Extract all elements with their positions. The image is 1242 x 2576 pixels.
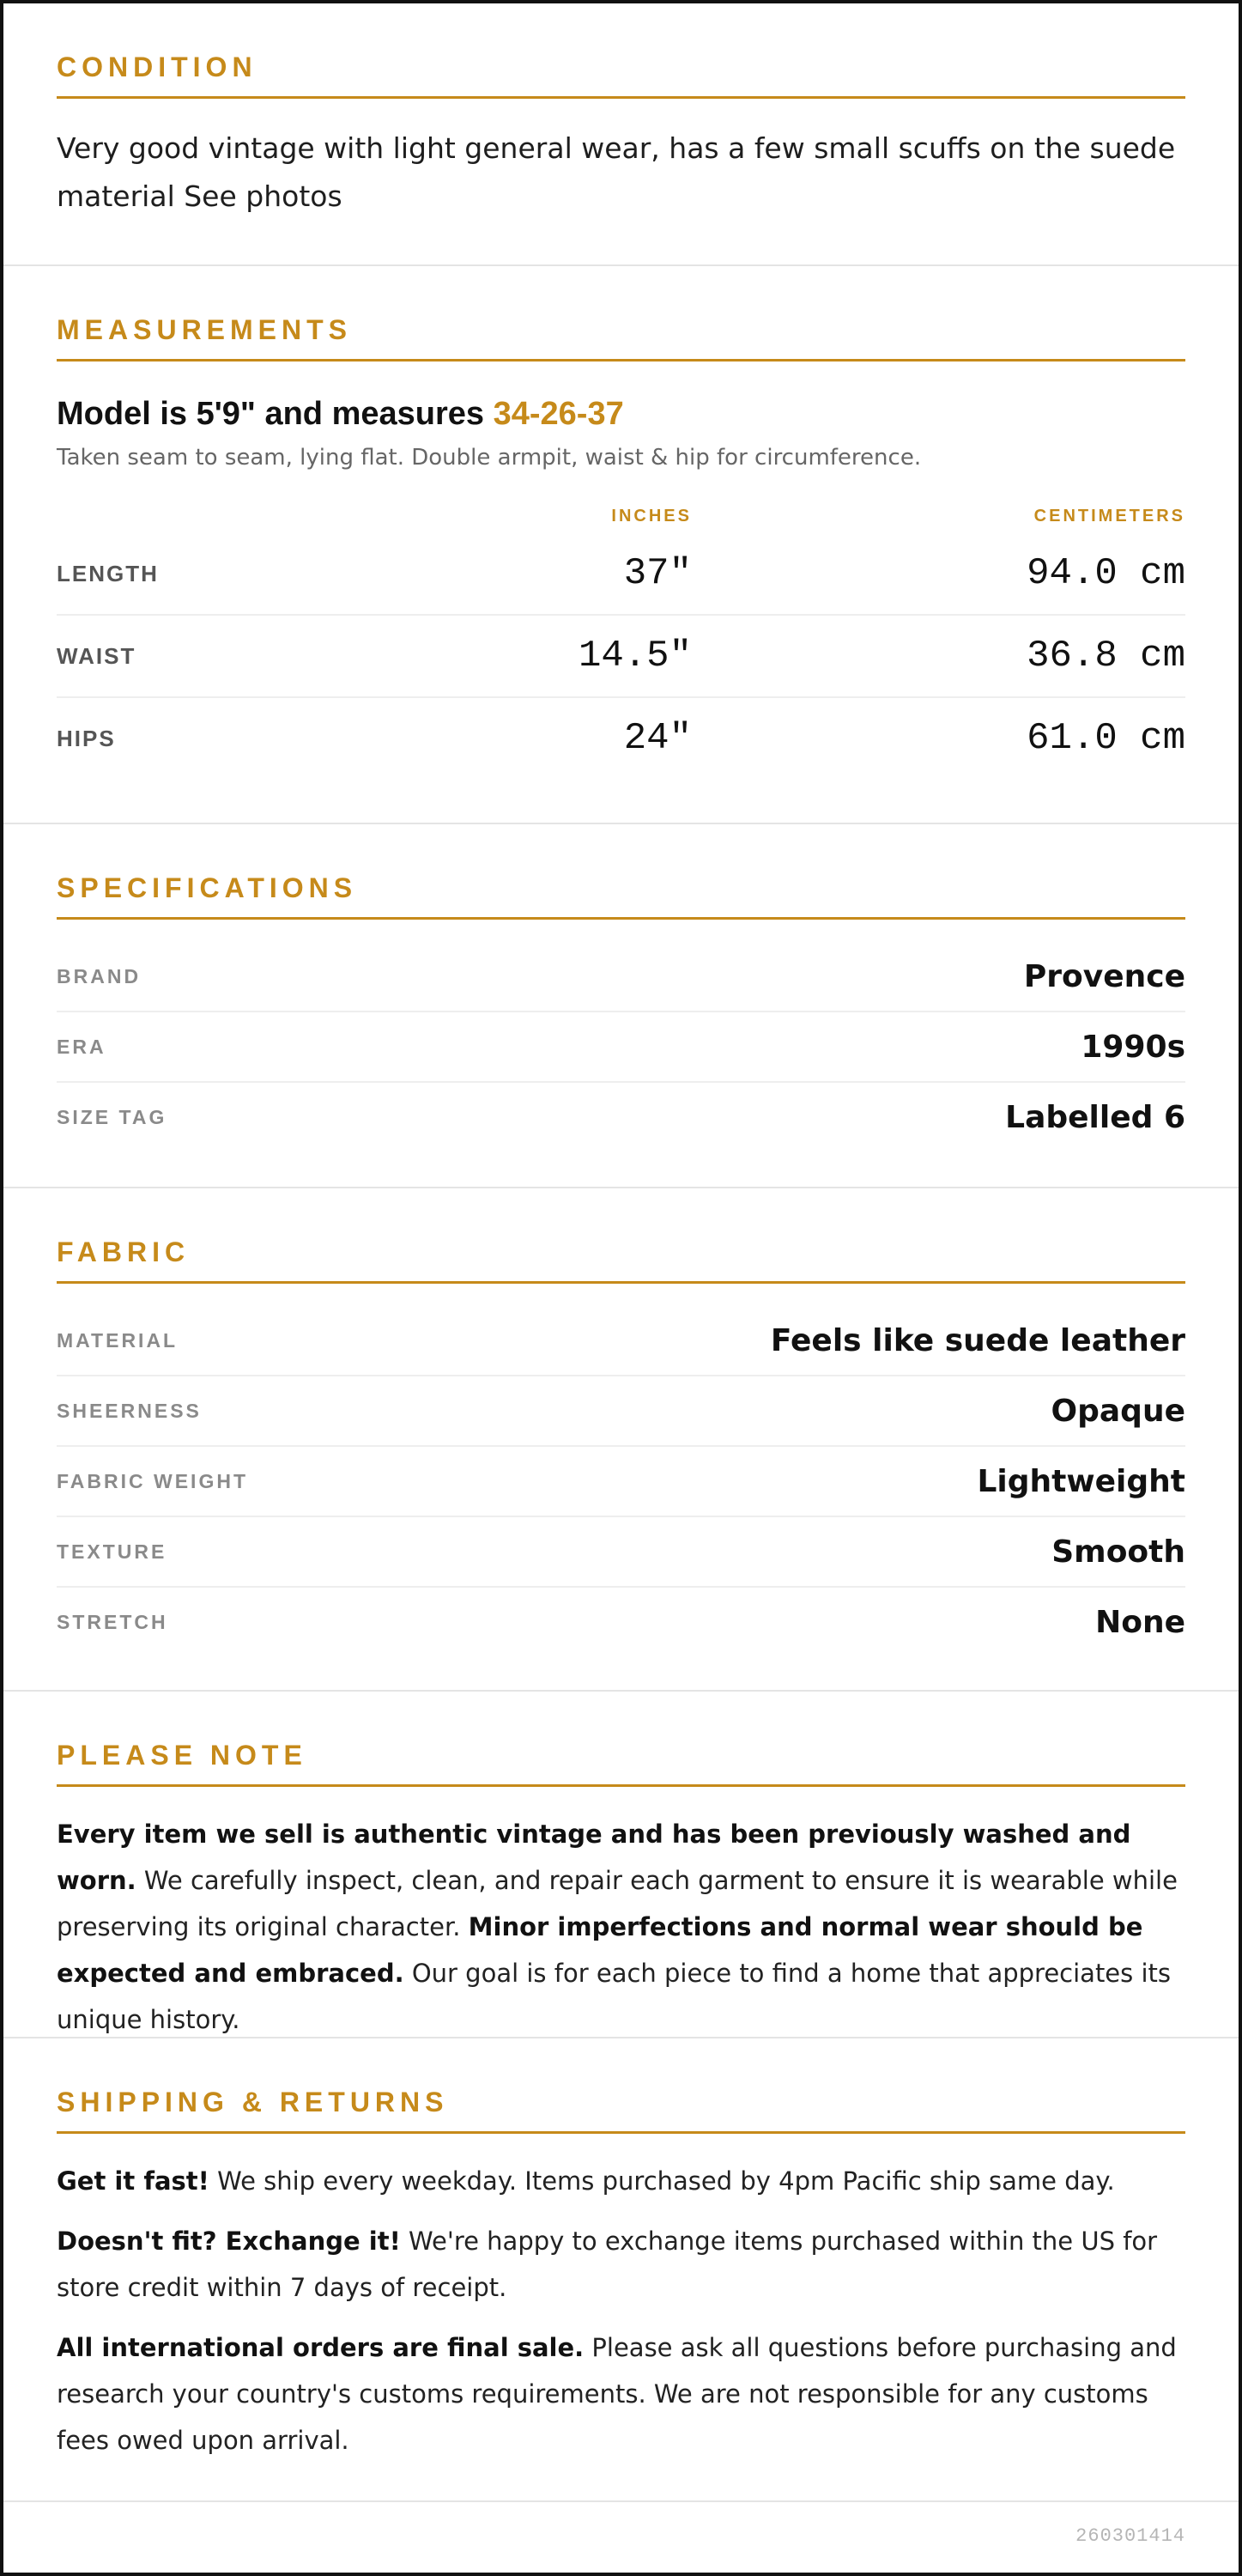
specifications-heading: SPECIFICATIONS	[57, 871, 1185, 920]
model-figures: 34-26-37	[493, 396, 624, 432]
please-note-heading: PLEASE NOTE	[57, 1738, 1185, 1787]
measurement-cm: 94.0 cm	[1027, 552, 1185, 595]
fabric-list	[57, 1306, 1185, 1656]
model-measurements	[57, 394, 1185, 434]
note-bold-1: Every item we sell is authentic vintage and has been previously washed and worn.	[57, 1820, 1131, 1895]
spec-label: FABRIC WEIGHT	[57, 1469, 248, 1492]
measurement-label: LENGTH	[57, 560, 159, 586]
spec-row-size-tag	[57, 1083, 1185, 1151]
measurements-table	[57, 499, 1185, 779]
measurement-inches: 37"	[623, 552, 692, 595]
item-code: 260301414	[1075, 2524, 1185, 2547]
measurement-row-hips	[57, 698, 1185, 779]
note-text-2: Our goal is for each piece to find a home that appreciates its unique history.	[57, 1959, 1172, 2034]
spec-label: STRETCH	[57, 1610, 168, 1633]
spec-value: 1990s	[1081, 1029, 1185, 1065]
shipping-text-2: We're happy to exchange items purchased within the US for store credit within 7 days of receipt.	[57, 2227, 1158, 2302]
centimeters-column-header: CENTIMETERS	[1033, 506, 1185, 526]
spec-row-era	[57, 1012, 1185, 1083]
note-bold-2: Minor imperfections and normal wear should be expected and embraced.	[57, 1912, 1143, 1988]
shipping-bold-3: All international orders are final sale.	[57, 2333, 585, 2362]
specifications-section	[3, 824, 1239, 1188]
note-text-1: We carefully inspect, clean, and repair each garment to ensure it is wearable while preserving its original character.	[57, 1866, 1178, 1941]
model-measurements-prefix: Model is 5'9" and measures	[57, 396, 494, 432]
spec-label: ERA	[57, 1035, 106, 1058]
specifications-list	[57, 942, 1185, 1151]
measurement-label: HIPS	[57, 725, 116, 751]
spec-label: SHEERNESS	[57, 1399, 202, 1422]
measurement-cm: 61.0 cm	[1027, 717, 1185, 760]
spec-label: MATERIAL	[57, 1328, 179, 1352]
inches-column-header: INCHES	[611, 506, 692, 526]
condition-heading: CONDITION	[57, 50, 1185, 99]
condition-text: Very good vintage with light general wear, has a few small scuffs on the suede material See photos	[57, 131, 1176, 213]
spec-label: BRAND	[57, 964, 142, 987]
spec-value: Lightweight	[977, 1463, 1185, 1499]
shipping-heading: SHIPPING & RETURNS	[57, 2085, 1185, 2134]
please-note-text	[57, 1811, 1185, 2038]
spec-value: Feels like suede leather	[770, 1322, 1185, 1358]
fabric-row-material	[57, 1306, 1185, 1376]
spec-value: Provence	[1023, 958, 1185, 994]
condition-section	[3, 3, 1239, 266]
shipping-paragraph-2	[57, 2218, 1185, 2311]
fabric-row-texture	[57, 1517, 1185, 1588]
measurement-note: Taken seam to seam, lying flat. Double armpit, waist & hip for circumference.	[57, 445, 922, 471]
shipping-bold-2: Doesn't fit? Exchange it!	[57, 2227, 401, 2256]
measurements-table-header	[57, 499, 1185, 533]
spec-value: None	[1095, 1604, 1185, 1640]
shipping-paragraph-1	[57, 2158, 1185, 2204]
please-note-section	[3, 1692, 1239, 2038]
fabric-section	[3, 1188, 1239, 1692]
spec-value: Opaque	[1051, 1393, 1185, 1429]
footer	[3, 2499, 1239, 2573]
measurements-section	[3, 266, 1239, 824]
fabric-row-sheerness	[57, 1376, 1185, 1447]
fabric-row-stretch	[57, 1588, 1185, 1656]
measurement-inches: 24"	[623, 717, 692, 760]
shipping-paragraph-3	[57, 2324, 1185, 2464]
shipping-text-1: We ship every weekday. Items purchased by 4pm Pacific ship same day.	[209, 2166, 1115, 2196]
measurements-heading: MEASUREMENTS	[57, 313, 1185, 361]
spec-label: SIZE TAG	[57, 1105, 167, 1128]
shipping-bold-1: Get it fast!	[57, 2166, 209, 2196]
shipping-section	[3, 2038, 1239, 2502]
fabric-row-weight	[57, 1447, 1185, 1517]
spec-value: Labelled 6	[1005, 1099, 1185, 1135]
fabric-heading: FABRIC	[57, 1235, 1185, 1284]
spec-value: Smooth	[1051, 1534, 1185, 1570]
measurement-inches: 14.5"	[578, 635, 692, 677]
measurement-row-length	[57, 533, 1185, 616]
measurement-label: WAIST	[57, 642, 136, 669]
measurement-cm: 36.8 cm	[1027, 635, 1185, 677]
spec-row-brand	[57, 942, 1185, 1012]
measurement-row-waist	[57, 616, 1185, 698]
shipping-text-3: Please ask all questions before purchasing and research your country's customs requirements. We are not responsible for any customs fees owed upon arrival.	[57, 2333, 1177, 2455]
spec-label: TEXTURE	[57, 1540, 167, 1563]
